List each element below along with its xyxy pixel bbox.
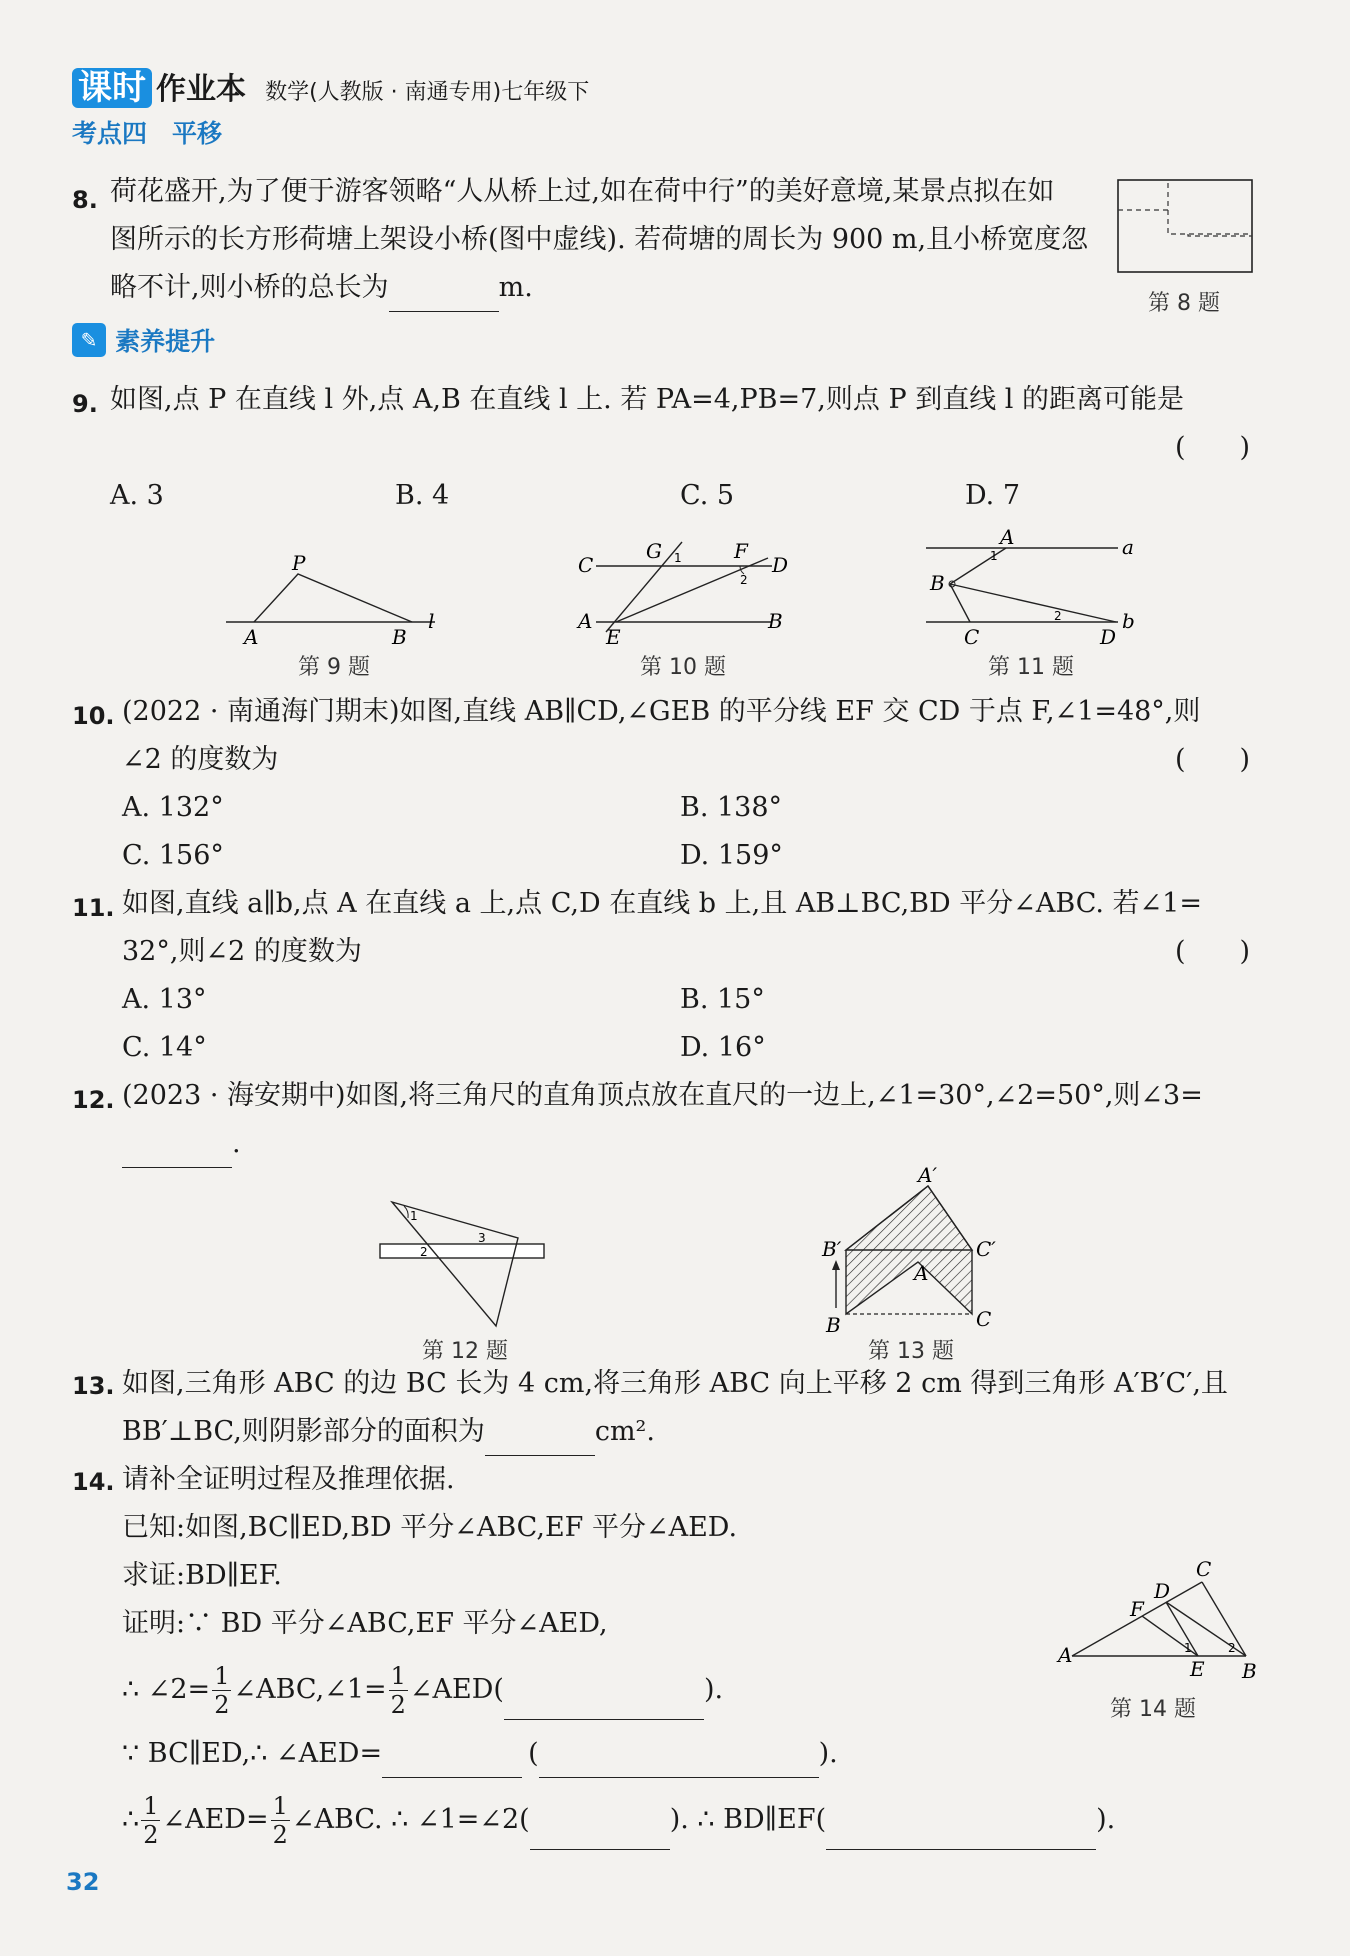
subject-line: 数学(人教版 · 南通专用)七年级下 — [265, 80, 590, 105]
q12-period: . — [232, 1128, 241, 1159]
q11-number: 11. — [72, 894, 115, 922]
q8-line2: 图所示的长方形荷塘上架设小桥(图中虚线). 若荷塘的周长为 900 m,且小桥宽度忽 — [110, 224, 1089, 255]
q14-line1: 请补全证明过程及推理依据. — [122, 1464, 455, 1495]
q12-line1: (2023 · 海安期中)如图,将三角尺的直角顶点放在直尺的一边上,∠1=30°,∠2=50°,则∠3= — [122, 1080, 1203, 1111]
fig11-angle-2: 2 — [1054, 609, 1062, 623]
fig13-label-a: A — [914, 1261, 929, 1285]
fig9-label-p: P — [292, 551, 306, 575]
fig13-label-c: C — [976, 1307, 992, 1331]
q12-number: 12. — [72, 1086, 115, 1114]
section-up-heading — [72, 322, 215, 358]
fig10-angle-2: 2 — [740, 573, 748, 587]
q9-number: 9. — [72, 390, 98, 418]
q13-line2-text: BB′⊥BC,则阴影部分的面积为 — [122, 1416, 485, 1447]
fig14-label-c: C — [1196, 1560, 1212, 1581]
q10-line1: (2022 · 南通海门期末)如图,直线 AB∥CD,∠GEB 的平分线 EF 交 CD 于点 F,∠1=48°,则 — [122, 696, 1201, 727]
q14-blank-4[interactable] — [530, 1823, 670, 1850]
q12-answer-blank[interactable] — [122, 1141, 232, 1168]
q8-line3-text: 略不计,则小桥的总长为 — [110, 272, 389, 303]
fig11-caption: 第 11 题 — [988, 655, 1074, 680]
q14-step4-a: ∴ — [122, 1804, 140, 1835]
q13-unit: cm². — [594, 1416, 655, 1447]
q14-step4 — [122, 1790, 1115, 1850]
q10-line2: ∠2 的度数为 — [122, 744, 279, 775]
fig10-label-b: B — [768, 609, 783, 633]
q10-option-a[interactable]: A. 132° — [122, 792, 224, 823]
fig14-label-b: B — [1242, 1659, 1257, 1683]
q14-step4-c: ∠ABC. ∴ ∠1=∠2( — [291, 1804, 530, 1835]
q8-line1: 荷花盛开,为了便于游客领略“人从桥上过,如在荷中行”的美好意境,某景点拟在如 — [110, 176, 1055, 207]
q14-prove: 求证:BD∥EF. — [122, 1560, 282, 1591]
fig11-angle-1: 1 — [990, 549, 998, 563]
q10-option-b[interactable]: B. 138° — [680, 792, 783, 823]
q8-unit: m. — [498, 272, 533, 303]
q13-line2 — [122, 1408, 655, 1456]
q13-line1: 如图,三角形 ABC 的边 BC 长为 4 cm,将三角形 ABC 向上平移 2 cm 得到三角形 A′B′C′,且 — [122, 1368, 1228, 1399]
q8-line3 — [110, 264, 533, 312]
fig11-label-line-b: b — [1122, 609, 1135, 633]
q14-proof1: 证明:∵ BD 平分∠ABC,EF 平分∠AED, — [122, 1608, 608, 1639]
q14-given: 已知:如图,BC∥ED,BD 平分∠ABC,EF 平分∠AED. — [122, 1512, 738, 1543]
fig14-label-d: D — [1154, 1579, 1171, 1603]
q11-line2: 32°,则∠2 的度数为 — [122, 936, 362, 967]
fig12-angle-3: 3 — [478, 1231, 486, 1245]
half-fraction: $\frac{1}{2}$ — [214, 1662, 230, 1719]
q13-answer-blank[interactable] — [485, 1429, 595, 1456]
q9-option-d[interactable]: D. 7 — [965, 480, 1021, 511]
q11-line1: 如图,直线 a∥b,点 A 在直线 a 上,点 C,D 在直线 b 上,且 AB⊥BC,BD 平分∠ABC. 若∠1= — [122, 888, 1202, 919]
fig11-label-b: B — [930, 571, 945, 595]
fig9-label-b: B — [392, 625, 407, 648]
q9-text: 如图,点 P 在直线 l 外,点 A,B 在直线 l 上. 若 PA=4,PB=7,则点 P 到直线 l 的距离可能是 — [110, 384, 1185, 415]
fig9-diagram — [220, 548, 460, 648]
fig9-label-a: A — [244, 625, 259, 648]
q14-blank-1[interactable] — [504, 1693, 704, 1720]
fig10-label-f: F — [734, 539, 748, 563]
q14-step2-a: ∴ ∠2= — [122, 1674, 211, 1705]
section-title-translation: 考点四 平移 — [72, 119, 223, 148]
fig9-caption: 第 9 题 — [298, 655, 370, 680]
q11-option-d[interactable]: D. 16° — [680, 1032, 766, 1063]
fig13-label-a1: A′ — [918, 1166, 937, 1187]
fig11-label-line-a: a — [1122, 535, 1134, 559]
q14-step3 — [122, 1730, 838, 1778]
q14-step4-e: ). — [1096, 1804, 1116, 1835]
section-up-title: 素养提升 — [115, 327, 216, 356]
q14-step3-a: ∵ BC∥ED,∴ ∠AED= — [122, 1738, 383, 1769]
fig14-angle-1: 1 — [1184, 1641, 1192, 1655]
q14-blank-2[interactable] — [382, 1751, 522, 1778]
brand-name: 作业本 — [156, 72, 246, 107]
q9-option-b[interactable]: B. 4 — [395, 480, 450, 511]
q14-step3-b: ( — [528, 1738, 539, 1769]
fig10-label-d: D — [772, 553, 789, 577]
q11-option-b[interactable]: B. 15° — [680, 984, 765, 1015]
fig14-label-a: A — [1058, 1643, 1073, 1667]
fig10-label-c: C — [578, 553, 594, 577]
fig8-caption: 第 8 题 — [1148, 291, 1220, 316]
q11-option-a[interactable]: A. 13° — [122, 984, 207, 1015]
fig13-label-b: B — [826, 1313, 841, 1337]
q14-step2 — [122, 1660, 723, 1720]
fig10-angle-1: 1 — [674, 551, 682, 565]
fig10-label-e: E — [606, 625, 621, 648]
q9-answer-paren[interactable]: ( ) — [1175, 432, 1251, 463]
q14-step2-d: ). — [703, 1674, 724, 1705]
fig8-pond-diagram — [1112, 176, 1260, 276]
q11-option-c[interactable]: C. 14° — [122, 1032, 207, 1063]
page-number: 32 — [66, 1868, 100, 1896]
q13-number: 13. — [72, 1372, 115, 1400]
fig13-label-c1: C′ — [976, 1237, 996, 1261]
fig10-diagram — [572, 536, 802, 648]
brand-box: 课时 — [72, 68, 152, 108]
half-fraction: $\frac{1}{2}$ — [143, 1792, 159, 1849]
q14-blank-5[interactable] — [826, 1823, 1096, 1850]
fig11-label-a: A — [1000, 526, 1015, 549]
half-fraction: $\frac{1}{2}$ — [272, 1792, 288, 1849]
fig14-caption: 第 14 题 — [1110, 1697, 1196, 1722]
q14-step2-b: ∠ABC,∠1= — [233, 1674, 387, 1705]
fig13-diagram — [818, 1166, 1008, 1338]
q10-answer-paren[interactable]: ( ) — [1175, 744, 1251, 775]
fig11-label-d: D — [1100, 625, 1117, 649]
fig10-label-g: G — [646, 539, 662, 563]
fig12-caption: 第 12 题 — [422, 1339, 508, 1364]
fig14-label-f: F — [1130, 1597, 1144, 1621]
fig12-angle-1: 1 — [410, 1209, 418, 1223]
q14-step3-c: ). — [818, 1738, 838, 1769]
fig11-diagram — [920, 526, 1140, 652]
q14-step4-b: ∠AED= — [162, 1804, 269, 1835]
q9-option-a[interactable]: A. 3 — [110, 480, 164, 511]
fig10-caption: 第 10 题 — [640, 655, 726, 680]
fig11-label-c: C — [964, 625, 980, 649]
q10-number: 10. — [72, 702, 115, 730]
fig13-label-b1: B′ — [822, 1237, 842, 1261]
fig10-label-a: A — [578, 609, 593, 633]
fig14-angle-2: 2 — [1228, 1641, 1236, 1655]
fig13-caption: 第 13 题 — [868, 1339, 954, 1364]
q14-step4-d: ). ∴ BD∥EF( — [669, 1804, 827, 1835]
q8-answer-blank[interactable] — [389, 285, 499, 312]
fig14-diagram — [1054, 1560, 1264, 1690]
header — [72, 60, 589, 109]
q12-line2 — [122, 1120, 241, 1168]
q14-step2-c: ∠AED( — [409, 1674, 504, 1705]
q11-answer-paren[interactable]: ( ) — [1175, 936, 1251, 967]
q10-option-d[interactable]: D. 159° — [680, 840, 783, 871]
fig12-diagram — [376, 1192, 552, 1332]
q14-blank-3[interactable] — [539, 1751, 819, 1778]
half-fraction: $\frac{1}{2}$ — [390, 1662, 406, 1719]
q10-option-c[interactable]: C. 156° — [122, 840, 224, 871]
q9-option-c[interactable]: C. 5 — [680, 480, 735, 511]
q8-number: 8. — [72, 186, 98, 214]
fig14-label-e: E — [1190, 1657, 1205, 1681]
pencil-icon: ✎ — [72, 323, 106, 357]
q14-number: 14. — [72, 1468, 115, 1496]
fig12-angle-2: 2 — [420, 1245, 428, 1259]
fig9-label-l: l — [428, 609, 435, 633]
